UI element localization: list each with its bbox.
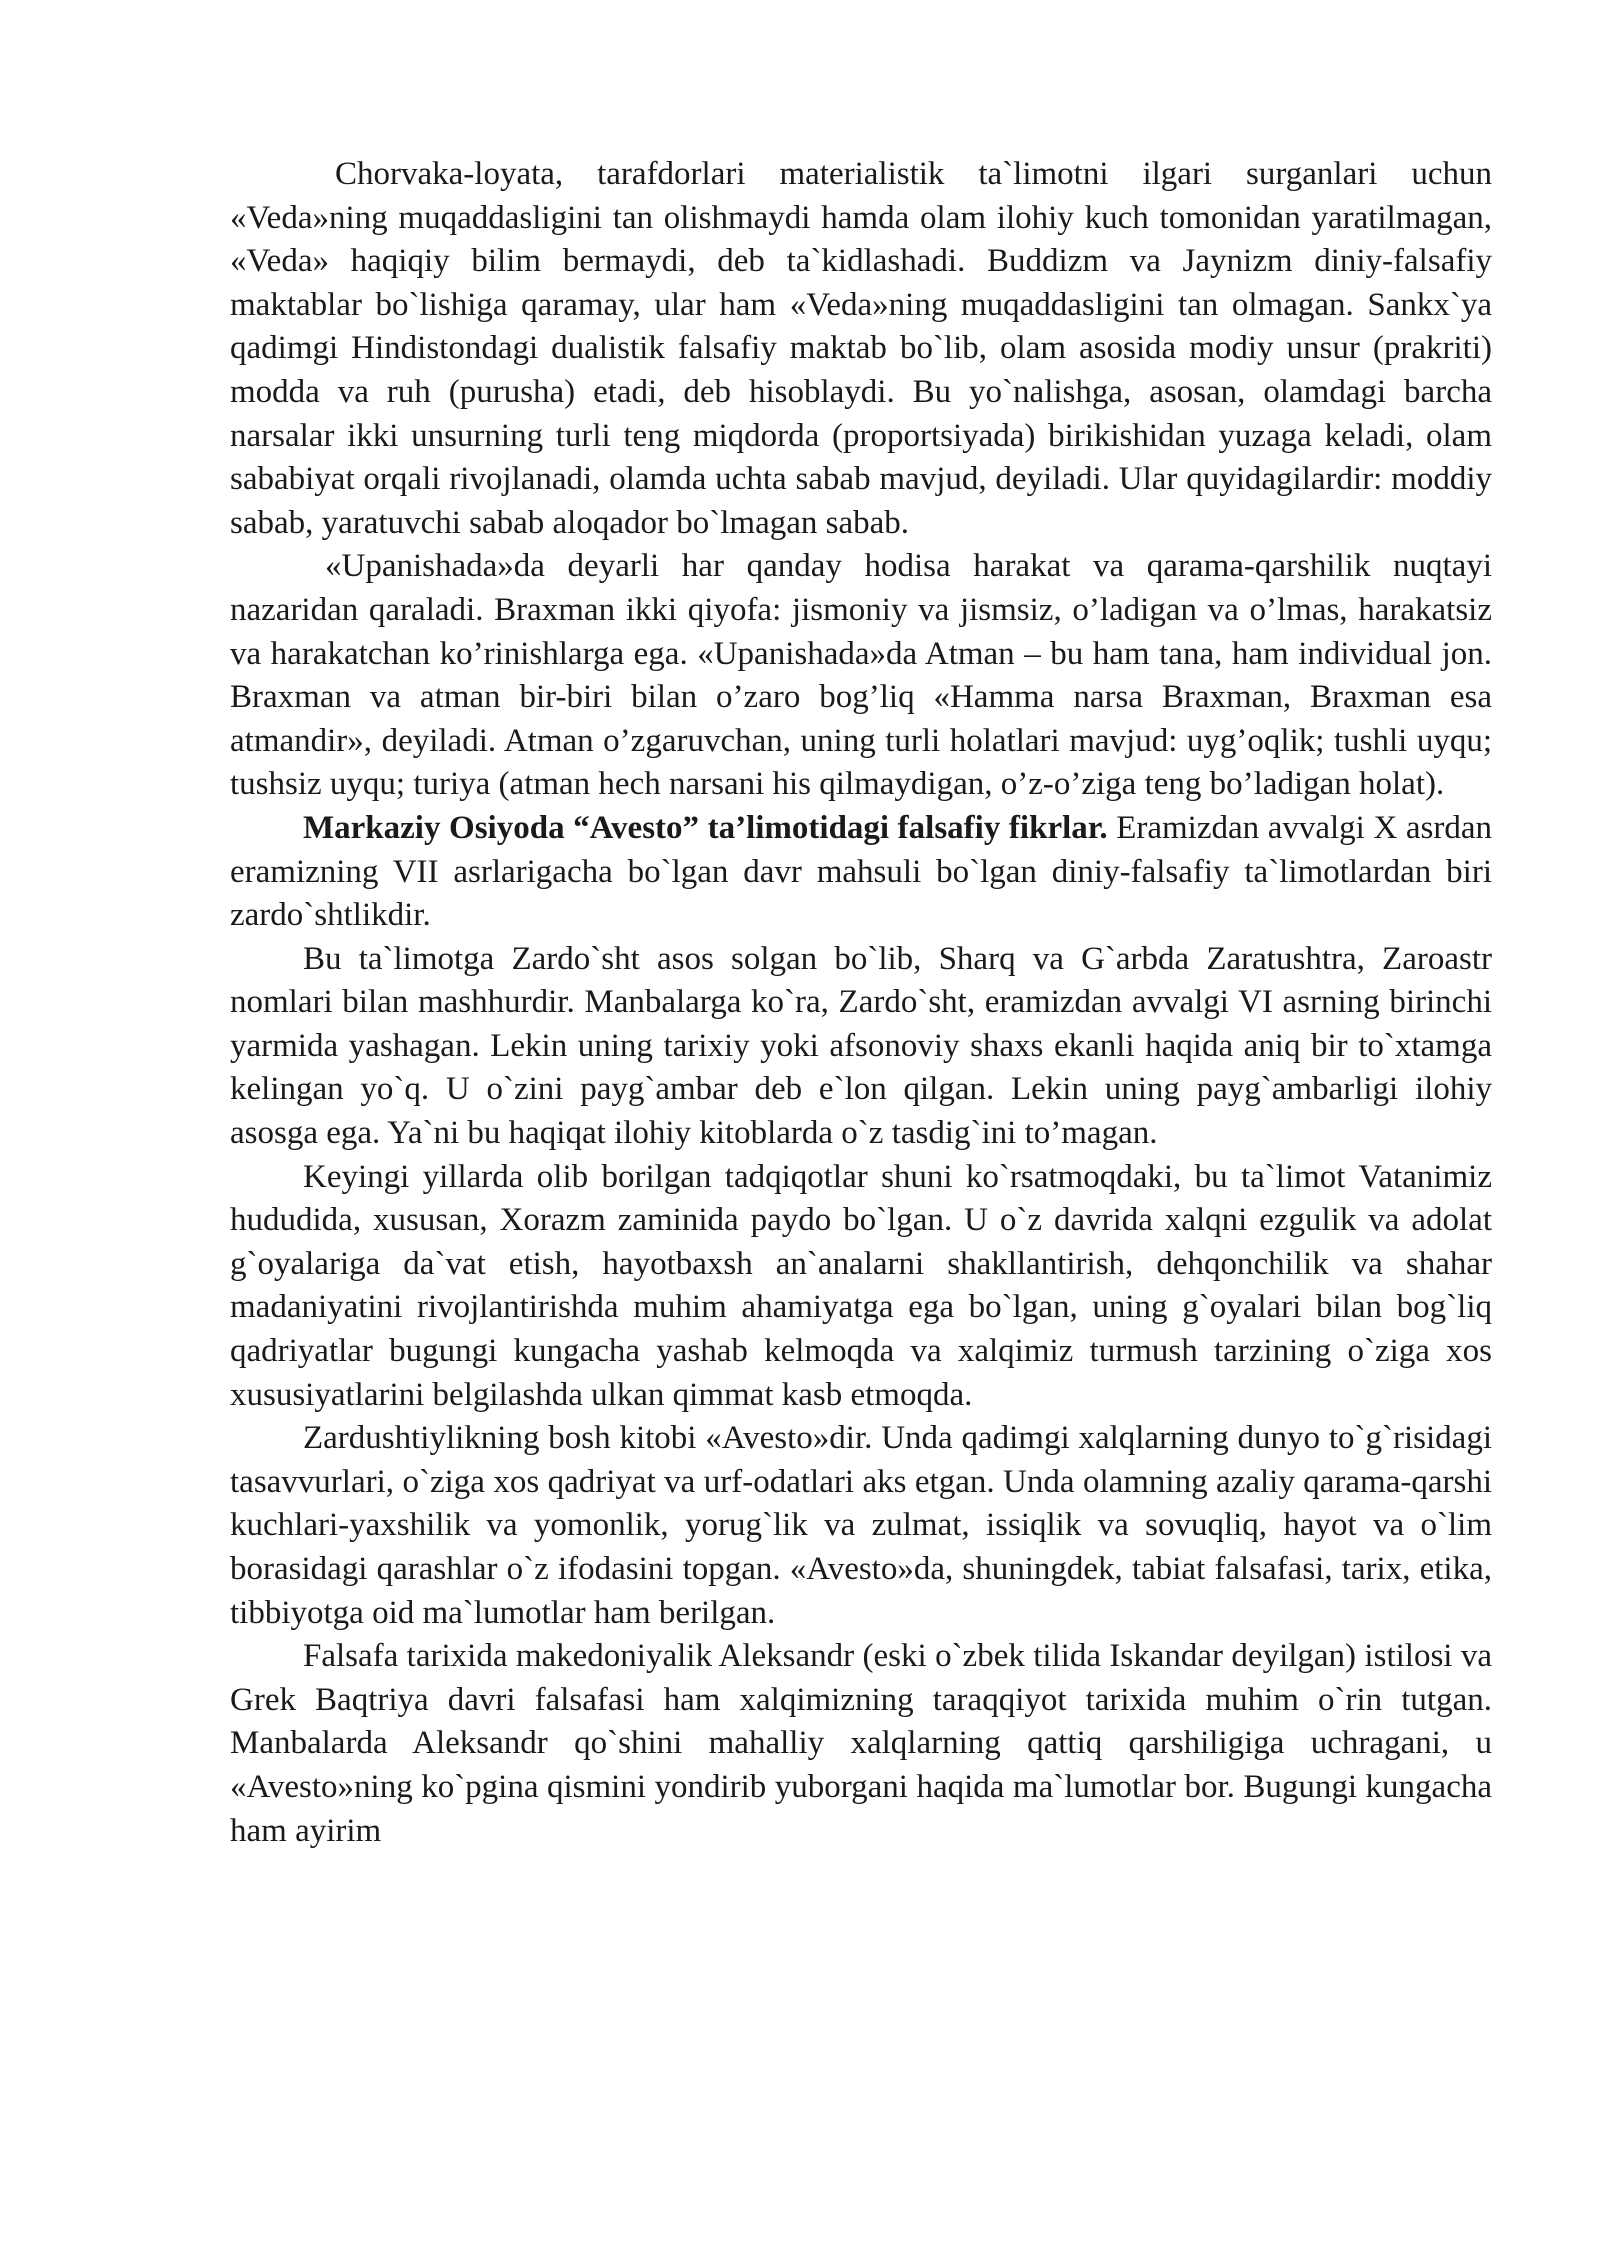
paragraph-research [230, 1156, 1492, 1418]
paragraph-text: Bu ta`limotga Zardo`sht asos solgan bo`lib, Sharq va G`arbda Zaratushtra, Zaroastr nomlari bilan mashhurdir. Manbalarga ko`ra, Zardo`sht, eramizdan avvalgi VI asrning birinchi yarmida yashagan. Lekin uning tarixiy yoki afsonoviy shaxs ekanli haqida aniq bir to`xtamga kelingan yo`q. U o`zini payg`ambar deb e`lon qilgan. Lekin uning payg`ambarligi ilohiy asosga ega. Ya`ni bu haqiqat ilohiy kitoblarda o`z tasdig`ini to’magan. [230, 940, 1492, 1152]
paragraph-aleksandr [230, 1635, 1492, 1853]
paragraph-upanishada [230, 545, 1492, 807]
paragraph-text: Zardushtiylikning bosh kitobi «Avesto»dir. Unda qadimgi xalqlarning dunyo to`g`risidagi tasavvurlari, o`ziga xos qadriyat va urf-odatlari aks etgan. Unda olamning azaliy qarama-qarshi kuchlari-yaxshilik va yomonlik, yorug`lik va zulmat, issiqlik va sovuqliq, hayot va o`lim borasidagi qarashlar o`z ifodasini topgan. «Avesto»da, shuningdek, tabiat falsafasi, tarix, etika, tibbiyotga oid ma`lumotlar ham berilgan. [230, 1420, 1492, 1631]
paragraph-avesto-book [230, 1417, 1492, 1635]
paragraph-text: Falsafa tarixida makedoniyalik Aleksandr (eski o`zbek tilida Iskandar deyilgan) istilosi va Grek Baqtriya davri falsafasi ham xalqimizning taraqqiyot tarixida muhim o`rin tutgan. Manbalarda Aleksandr qo`shini mahalliy xalqlarning qattiq qarshiligiga uchragani, u «Avesto»ning ko`pgina qismini yondirib yuborgani haqida ma`lumotlar bor. Bugungi kungacha ham ayirim [230, 1638, 1492, 1849]
paragraph-avesto-heading [230, 807, 1492, 938]
section-heading: Markaziy Osiyoda “Avesto” ta’limotidagi falsafiy fikrlar. [303, 809, 1108, 846]
paragraph-zardusht [230, 938, 1492, 1156]
paragraph-text: Chorvaka-loyata, tarafdorlari materialistik ta`limotni ilgari surganlari uchun «Veda»ning muqaddasligini tan olishmaydi hamda olam ilohiy kuch tomonidan yaratilmagan, «Veda» haqiqiy bilim bermaydi, deb ta`kidlashadi. Buddizm va Jaynizm diniy-falsafiy maktablar bo`lishiga qaramay, ular ham «Veda»ning muqaddasligini tan olmagan. Sankx`ya qadimgi Hindistondagi dualistik falsafiy maktab bo`lib, olam asosida modiy unsur (prakriti) modda va ruh (purusha) etadi, deb hisoblaydi. Bu yo`nalishga, asosan, olamdagi barcha narsalar ikki unsurning turli teng miqdorda (proportsiyada) birikishidan yuzaga keladi, olam sababiyat orqali rivojlanadi, olamda uchta sabab mavjud, deyiladi. Ular quyidagilardir: moddiy sabab, yaratuvchi sabab aloqador bo`lmagan sabab. [230, 156, 1492, 541]
document-body [230, 153, 1492, 1853]
paragraph-charvaka [230, 153, 1492, 545]
paragraph-text: Eramizdan avvalgi X asrdan eramizning VII asrlarigacha bo`lgan davr mahsuli bo`lgan diniy-falsafiy ta`limotlardan biri zardo`shtlikdir. [230, 809, 1492, 934]
paragraph-text: «Upanishada»da deyarli har qanday hodisa harakat va qarama-qarshilik nuqtayi nazaridan qaraladi. Braxman ikki qiyofa: jismoniy va jismsiz, o’ladigan va o’lmas, harakatsiz va harakatchan ko’rinishlarga ega. «Upanishada»da Atman – bu ham tana, ham individual jon. Braxman va atman bir-biri bilan o’zaro bog’liq «Hamma narsa Braxman, Braxman esa atmandir», deyiladi. Atman o’zgaruvchan, uning turli holatlari mavjud: uyg’oqlik; tushli uyqu; tushsiz uyqu; turiya (atman hech narsani his qilmaydigan, o’z-o’ziga teng bo’ladigan holat). [230, 548, 1492, 803]
paragraph-text: Keyingi yillarda olib borilgan tadqiqotlar shuni ko`rsatmoqdaki, bu ta`limot Vatanimiz hududida, xususan, Xorazm zaminida paydo bo`lgan. U o`z davrida xalqni ezgulik va adolat g`oyalariga da`vat etish, hayotbaxsh an`analarni shakllantirish, dehqonchilik va shahar madaniyatini rivojlantirishda muhim ahamiyatga ega bo`lgan, uning g`oyalari bilan bog`liq qadriyatlar bugungi kungacha yashab kelmoqda va xalqimiz turmush tarzining o`ziga xos xususiyatlarini belgilashda ulkan qimmat kasb etmoqda. [230, 1158, 1492, 1413]
